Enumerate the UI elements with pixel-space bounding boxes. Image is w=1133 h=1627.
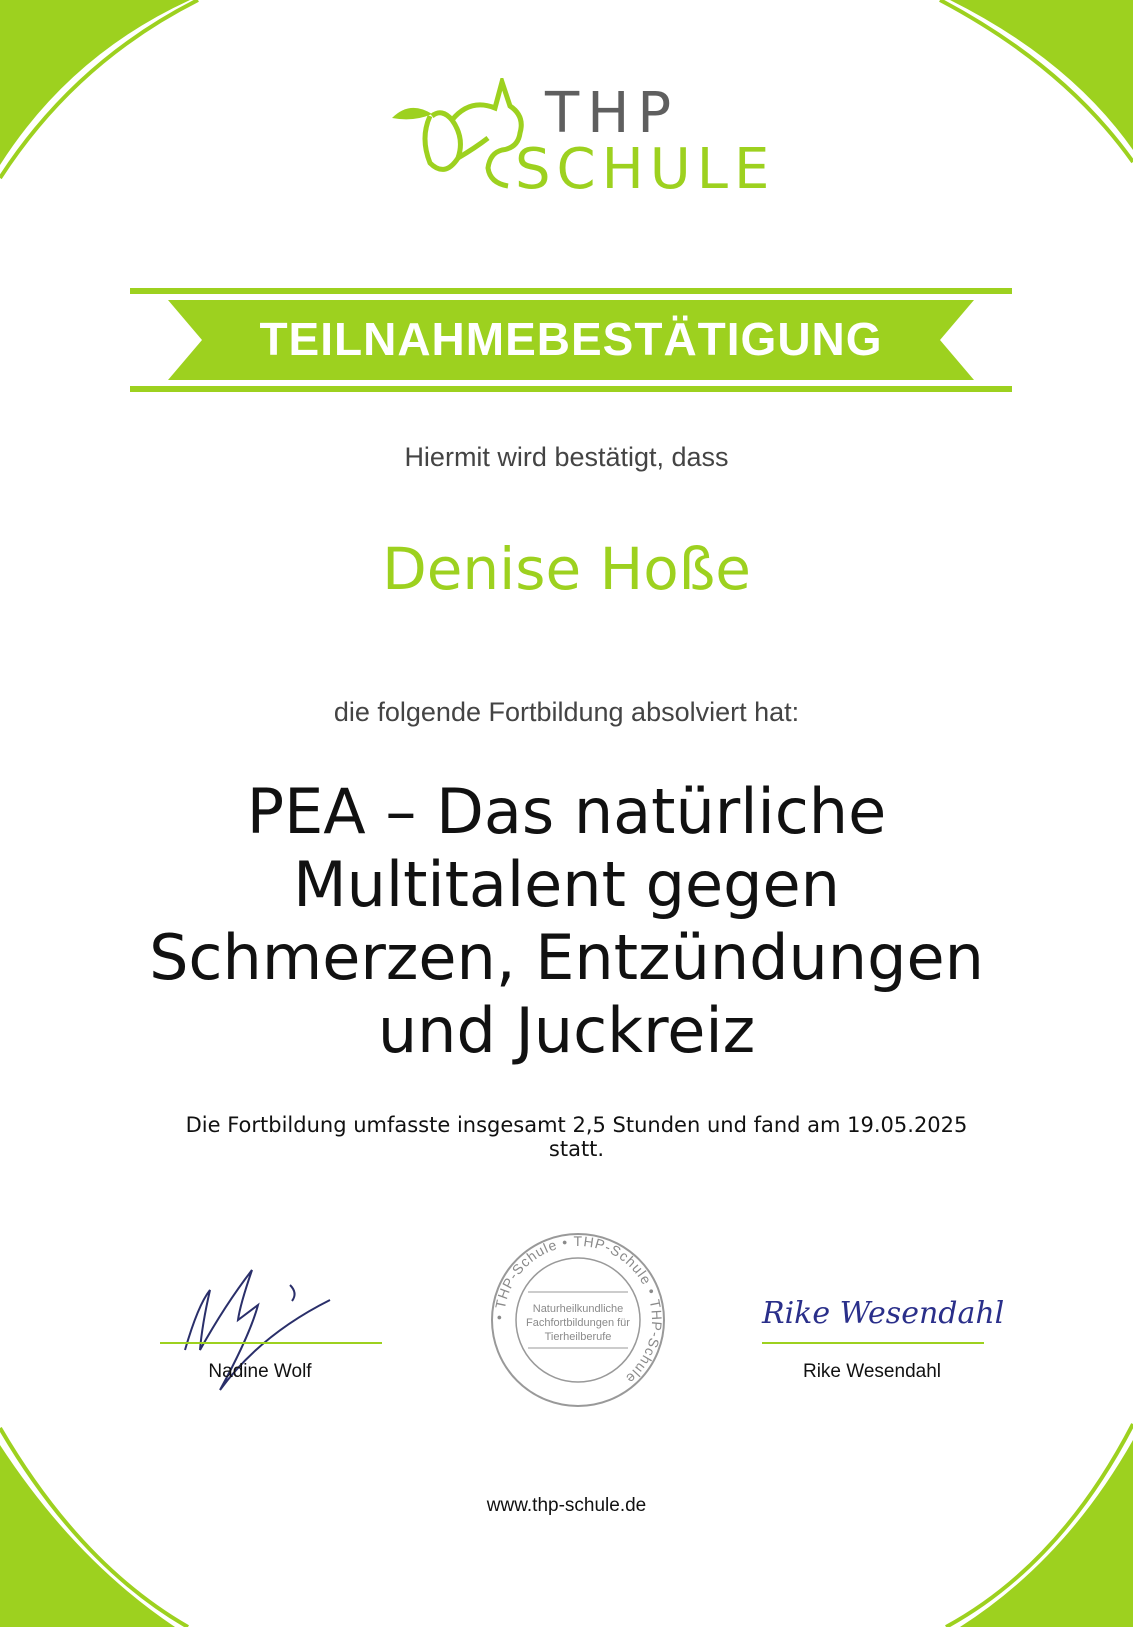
stamp-center-line: Tierheilberufe <box>544 1331 612 1343</box>
signature-line-right <box>762 1342 984 1344</box>
course-title-line: und Juckreiz <box>377 994 756 1067</box>
signature-line-left <box>160 1342 382 1344</box>
signature-rike-wesendahl: Rike Wesendahl <box>762 1296 1005 1331</box>
signature-name-left: Nadine Wolf <box>208 1361 312 1382</box>
stamp-ring-text: • THP-Schule • THP-Schule • THP-Schule <box>490 1232 666 1388</box>
course-title-line: PEA – Das natürliche <box>246 775 887 848</box>
course-title <box>60 775 1073 1067</box>
details-line-2: statt. <box>548 1137 605 1161</box>
lead-text: die folgende Fortbildung absolviert hat: <box>333 697 800 727</box>
certificate-title: TEILNAHMEBESTÄTIGUNG <box>259 313 883 365</box>
stamp-center-line: Naturheilkundliche <box>532 1303 624 1315</box>
logo-text-thp: THP <box>545 81 680 146</box>
stamp-center-line: Fachfortbildungen für <box>526 1317 630 1329</box>
website-link[interactable]: www.thp-schule.de <box>486 1495 647 1516</box>
logo-text-schule: SCHULE <box>515 137 776 202</box>
thp-schule-logo <box>390 70 776 202</box>
course-details <box>120 1113 1033 1161</box>
signature-name-right: Rike Wesendahl <box>802 1361 941 1382</box>
school-stamp <box>488 1230 668 1410</box>
intro-text: Hiermit wird bestätigt, dass <box>404 442 729 472</box>
title-banner <box>130 288 1012 392</box>
course-title-line: Multitalent gegen <box>293 848 840 921</box>
recipient-name: Denise Hoße <box>382 535 751 603</box>
details-line-1: Die Fortbildung umfasste insgesamt 2,5 Stunden und fand am 19.05.2025 <box>185 1113 968 1137</box>
course-title-line: Schmerzen, Entzündungen <box>149 921 984 994</box>
